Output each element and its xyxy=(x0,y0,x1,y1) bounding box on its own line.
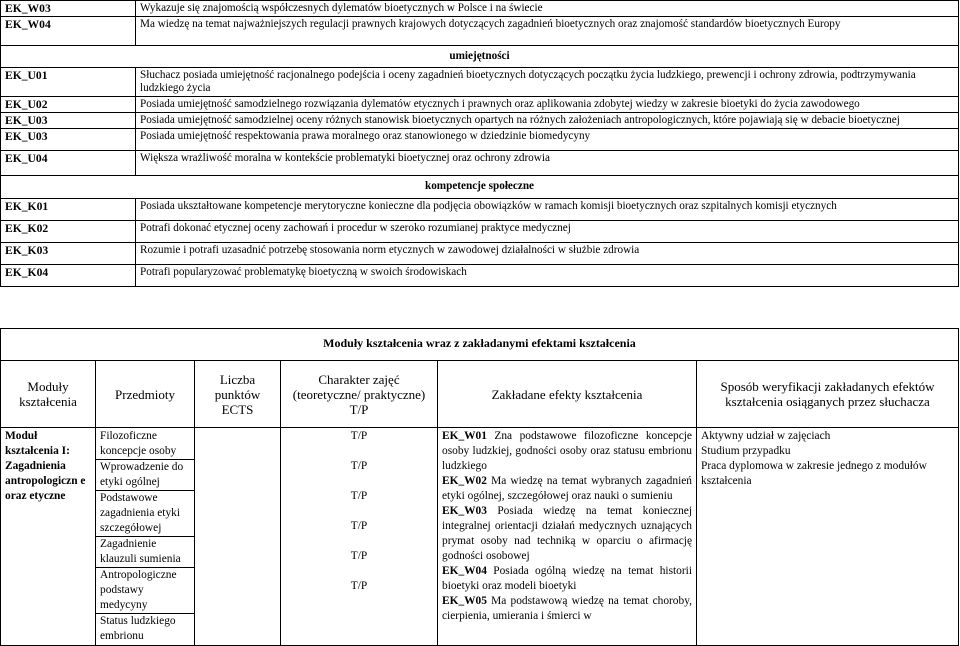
outcome-code: EK_U01 xyxy=(1,68,136,97)
table-row xyxy=(1,113,959,129)
outcome-text: Posiada ukształtowane kompetencje merytoryczne konieczne dla podjęcia obowiązków w ramach komisji bioetycznych oraz szpitalnych komisji etycznych xyxy=(136,199,959,221)
outcome-code: EK_U02 xyxy=(1,97,136,113)
effect-code: EK_W01 xyxy=(442,430,487,442)
header-verification: Sposób weryfikacji zakładanych efektów kształcenia osiąganych przez słuchacza xyxy=(697,361,959,428)
type-item: T/P xyxy=(350,550,368,562)
table-row xyxy=(1,17,959,46)
effect-item xyxy=(442,504,692,564)
outcome-code: EK_K04 xyxy=(1,265,136,287)
header-subjects: Przedmioty xyxy=(96,361,195,428)
verification-item: Aktywny udział w zajęciach xyxy=(701,430,831,442)
effect-code: EK_W04 xyxy=(442,565,487,577)
subject-item: Zagadnienie klauzuli sumienia xyxy=(96,537,194,568)
header-type: Charakter zajęć (teoretyczne/ praktyczne) T/P xyxy=(281,361,438,428)
subject-item: Wprowadzenie do etyki ogólnej xyxy=(96,460,194,491)
effect-text: Ma podstawową wiedzę na temat choroby, cierpienia, umierania i śmierci w xyxy=(442,595,692,622)
subject-item: Podstawowe zagadnienia etyki szczegółowej xyxy=(96,491,194,537)
type-item: T/P xyxy=(350,490,368,502)
verification-cell xyxy=(697,428,959,646)
outcome-text: Potrafi dokonać etycznej oceny zachowań i procedur w szeroko rozumianej praktyce medycznej xyxy=(136,221,959,243)
effect-item xyxy=(442,474,692,504)
subject-item: Antropologiczne podstawy medycyny xyxy=(96,568,194,614)
type-item: T/P xyxy=(350,460,368,472)
table-row xyxy=(1,199,959,221)
header-effects: Zakładane efekty kształcenia xyxy=(438,361,697,428)
effect-item xyxy=(442,594,692,624)
type-cell xyxy=(281,428,438,646)
table-row xyxy=(1,1,959,17)
outcome-text: Rozumie i potrafi uzasadnić potrzebę stosowania norm etycznych w zawodowej działalności w służbie zdrowia xyxy=(136,243,959,265)
outcome-code: EK_U03 xyxy=(1,113,136,129)
header-row xyxy=(1,361,959,428)
verification-item: Praca dyplomowa w zakresie jednego z modułów kształcenia xyxy=(701,460,927,487)
table-row xyxy=(1,265,959,287)
effect-code: EK_W05 xyxy=(442,595,487,607)
outcome-text: Ma wiedzę na temat najważniejszych regulacji prawnych krajowych dotyczących zagadnień bioetycznych oraz znajomość standardów bioetycznych Europy xyxy=(136,17,959,46)
section-heading-social: kompetencje społeczne xyxy=(1,176,959,199)
verification-item: Studium przypadku xyxy=(701,445,791,457)
table-row xyxy=(1,243,959,265)
outcome-code: EK_W04 xyxy=(1,17,136,46)
effect-code: EK_W03 xyxy=(442,505,487,517)
outcome-code: EK_K01 xyxy=(1,199,136,221)
effect-item xyxy=(442,564,692,594)
outcome-code: EK_K02 xyxy=(1,221,136,243)
section-row xyxy=(1,46,959,68)
effect-item xyxy=(442,429,692,474)
outcome-text: Słuchacz posiada umiejętność racjonalnego podejścia i oceny zagadnień bioetycznych dotyczących początku życia ludzkiego, prewencji i ochrony zdrowia, podtrzymywania ludzkiego życia xyxy=(136,68,959,97)
outcome-text: Posiada umiejętność samodzielnej oceny różnych stanowisk bioetycznych opartych na różnych założeniach antropologicznych, które pojawiają się w debacie bioetycznej xyxy=(136,113,959,129)
outcome-code: EK_U04 xyxy=(1,151,136,176)
effect-text: Ma wiedzę na temat wybranych zagadnień etyki ogólnej, szczegółowej oraz nauki o sumieniu xyxy=(442,475,692,502)
modules-table xyxy=(0,328,959,646)
module-name: Moduł kształcenia I: Zagadnienia antropologiczn e oraz etyczne xyxy=(1,428,96,646)
modules-title: Moduły kształcenia wraz z zakładanymi efektami kształcenia xyxy=(1,329,959,361)
table-row xyxy=(1,97,959,113)
outcome-text: Większa wrażliwość moralna w kontekście problematyki bioetycznej oraz ochrony zdrowia xyxy=(136,151,959,176)
table-row xyxy=(1,221,959,243)
table-row xyxy=(1,129,959,151)
header-ects: Liczba punktów ECTS xyxy=(195,361,281,428)
subject-item: Filozoficzne koncepcje osoby xyxy=(96,429,194,460)
table-row xyxy=(1,68,959,97)
table-row xyxy=(1,428,959,646)
subjects-cell xyxy=(96,428,195,646)
outcomes-table xyxy=(0,0,959,287)
type-item: T/P xyxy=(350,430,368,442)
outcome-text: Potrafi popularyzować problematykę bioetyczną w swoich środowiskach xyxy=(136,265,959,287)
ects-cell xyxy=(195,428,281,646)
outcome-code: EK_W03 xyxy=(1,1,136,17)
type-item: T/P xyxy=(350,520,368,532)
outcome-code: EK_K03 xyxy=(1,243,136,265)
outcome-text: Wykazuje się znajomością współczesnych dylematów bioetycznych w Polsce i na świecie xyxy=(136,1,959,17)
effects-cell xyxy=(438,428,697,646)
subject-item: Status ludzkiego embrionu xyxy=(100,615,176,642)
effect-text: Posiada ogólną wiedzę na temat historii bioetyki oraz modeli bioetyki xyxy=(442,565,692,592)
section-heading-skills: umiejętności xyxy=(1,46,959,68)
type-item: T/P xyxy=(350,580,368,592)
outcome-text: Posiada umiejętność respektowania prawa moralnego oraz stanowionego w dziedzinie biomedycyny xyxy=(136,129,959,151)
effect-code: EK_W02 xyxy=(442,475,487,487)
outcome-text: Posiada umiejętność samodzielnego rozwiązania dylematów etycznych i prawnych oraz aplikowania zdobytej wiedzy w zakresie bioetyki do życia zawodowego xyxy=(136,97,959,113)
title-row xyxy=(1,329,959,361)
effect-text: Posiada wiedzę na temat koniecznej integralnej orientacji działań medycznych uznających prymat osoby nad techniką w oparciu o afirmację godności osobowej xyxy=(442,505,692,562)
outcome-code: EK_U03 xyxy=(1,129,136,151)
header-modules: Moduły kształcenia xyxy=(1,361,96,428)
table-row xyxy=(1,151,959,176)
section-row xyxy=(1,176,959,199)
effect-text: Zna podstawowe filozoficzne koncepcje osoby ludzkiej, godności osoby oraz statusu embrionu ludzkiego xyxy=(442,430,692,472)
